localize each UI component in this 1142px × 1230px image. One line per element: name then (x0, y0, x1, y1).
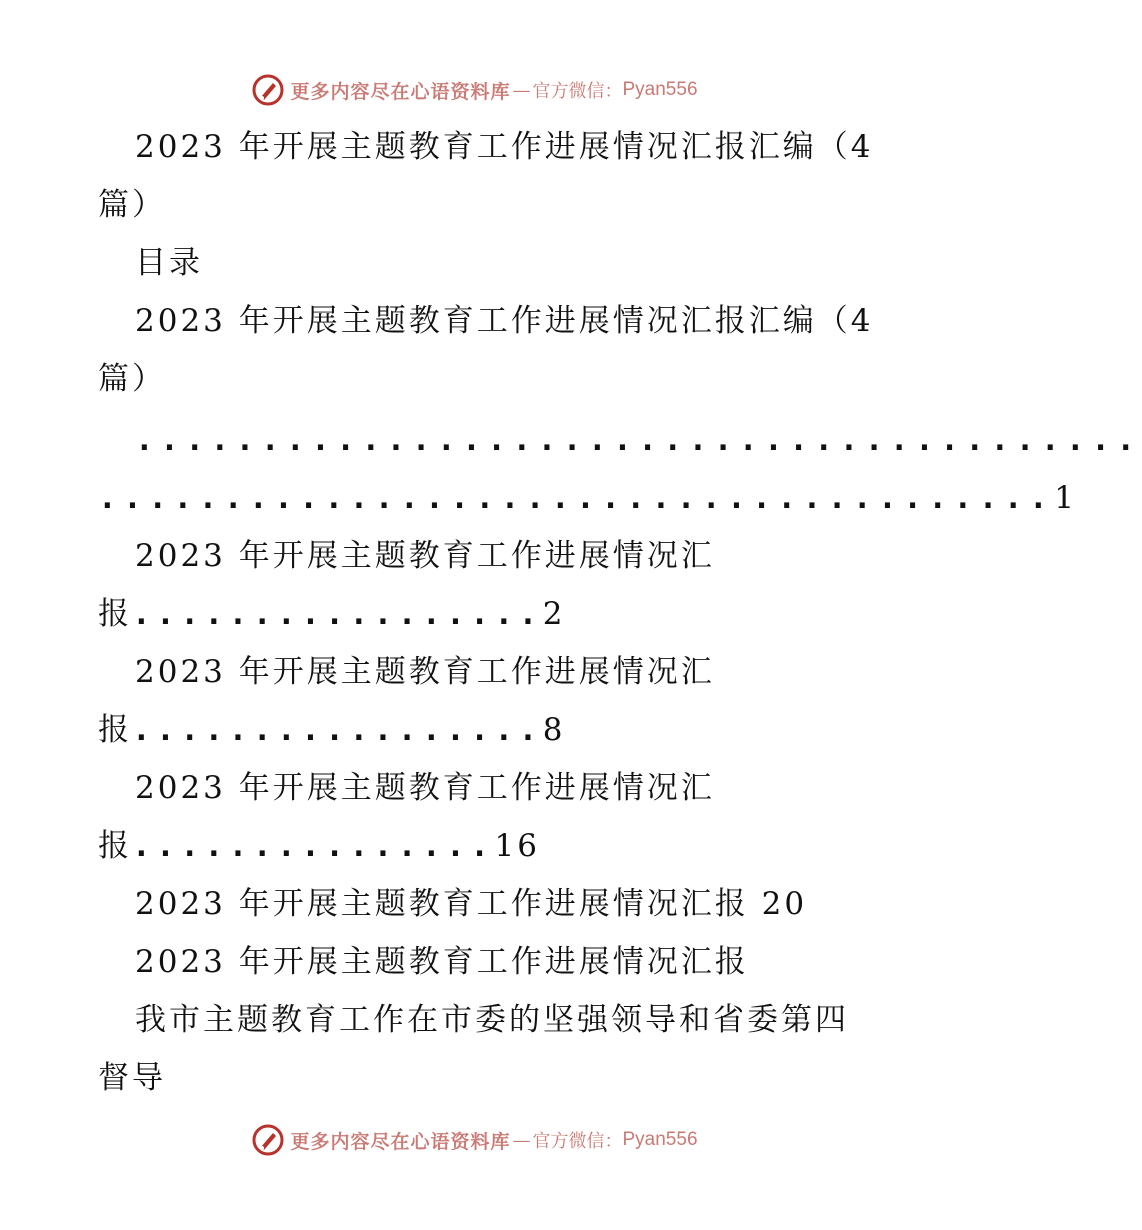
toc-entry-2-label: 报 (98, 596, 132, 632)
toc-entry-2-line2 (0, 594, 1048, 634)
watermark-site-text: 更多内容尽在心语资料库 (290, 1130, 511, 1153)
watermark-wechat-id: Pyan556 (622, 79, 698, 100)
toc-entry-1-page: 1 (1054, 480, 1077, 516)
toc-entry-4-line2 (0, 826, 1048, 866)
pen-logo-icon (252, 1124, 284, 1156)
toc-entry-4-leader: ............... (132, 828, 495, 864)
toc-heading: 目录 (135, 245, 203, 281)
pen-logo-icon (252, 74, 284, 106)
watermark-dash: — (512, 1129, 531, 1151)
toc-entry-3-line1: 2023 年开展主题教育工作进展情况汇 (135, 654, 715, 690)
doc-title-line2: 篇） (98, 187, 166, 223)
toc-entry-3-leader: ................. (132, 712, 543, 748)
toc-entry-4-line1: 2023 年开展主题教育工作进展情况汇 (135, 770, 715, 806)
toc-entry-2-line1: 2023 年开展主题教育工作进展情况汇 (135, 538, 715, 574)
toc-entry-2-leader: ................. (132, 596, 543, 632)
watermark-banner-top (0, 70, 950, 110)
body-paragraph-line1: 我市主题教育工作在市委的坚强领导和省委第四 (135, 1002, 849, 1038)
toc-entry-1-line2: 篇） (98, 361, 166, 397)
toc-entry-4-page: 16 (494, 828, 540, 864)
watermark-wechat-label: 官方微信： (532, 81, 623, 102)
watermark-site-text: 更多内容尽在心语资料库 (290, 80, 511, 103)
toc-entry-4-label: 报 (98, 828, 132, 864)
toc-entry-3-label: 报 (98, 712, 132, 748)
watermark-wechat-label: 官方微信： (532, 1131, 623, 1152)
watermark-banner-bottom (0, 1120, 950, 1160)
toc-entry-1-leader-line1: ........................................ (135, 422, 1142, 458)
toc-entry-3-line2 (0, 710, 1048, 750)
toc-entry-2-page: 2 (542, 596, 566, 632)
watermark-wechat-id: Pyan556 (622, 1129, 698, 1150)
toc-entry-3-page: 8 (542, 712, 566, 748)
toc-entry-1-line1: 2023 年开展主题教育工作进展情况汇报汇编（4 (135, 303, 874, 339)
toc-entry-1-leader-line2: ...................................... (98, 480, 1055, 516)
toc-entry-5: 2023 年开展主题教育工作进展情况汇报 20 (135, 886, 808, 922)
watermark-dash: — (512, 79, 531, 101)
toc-entry-1-leader-row (0, 478, 1077, 518)
body-heading: 2023 年开展主题教育工作进展情况汇报 (135, 944, 749, 980)
body-paragraph-line2: 督导 (98, 1060, 166, 1096)
doc-title-line1: 2023 年开展主题教育工作进展情况汇报汇编（4 (135, 129, 874, 165)
